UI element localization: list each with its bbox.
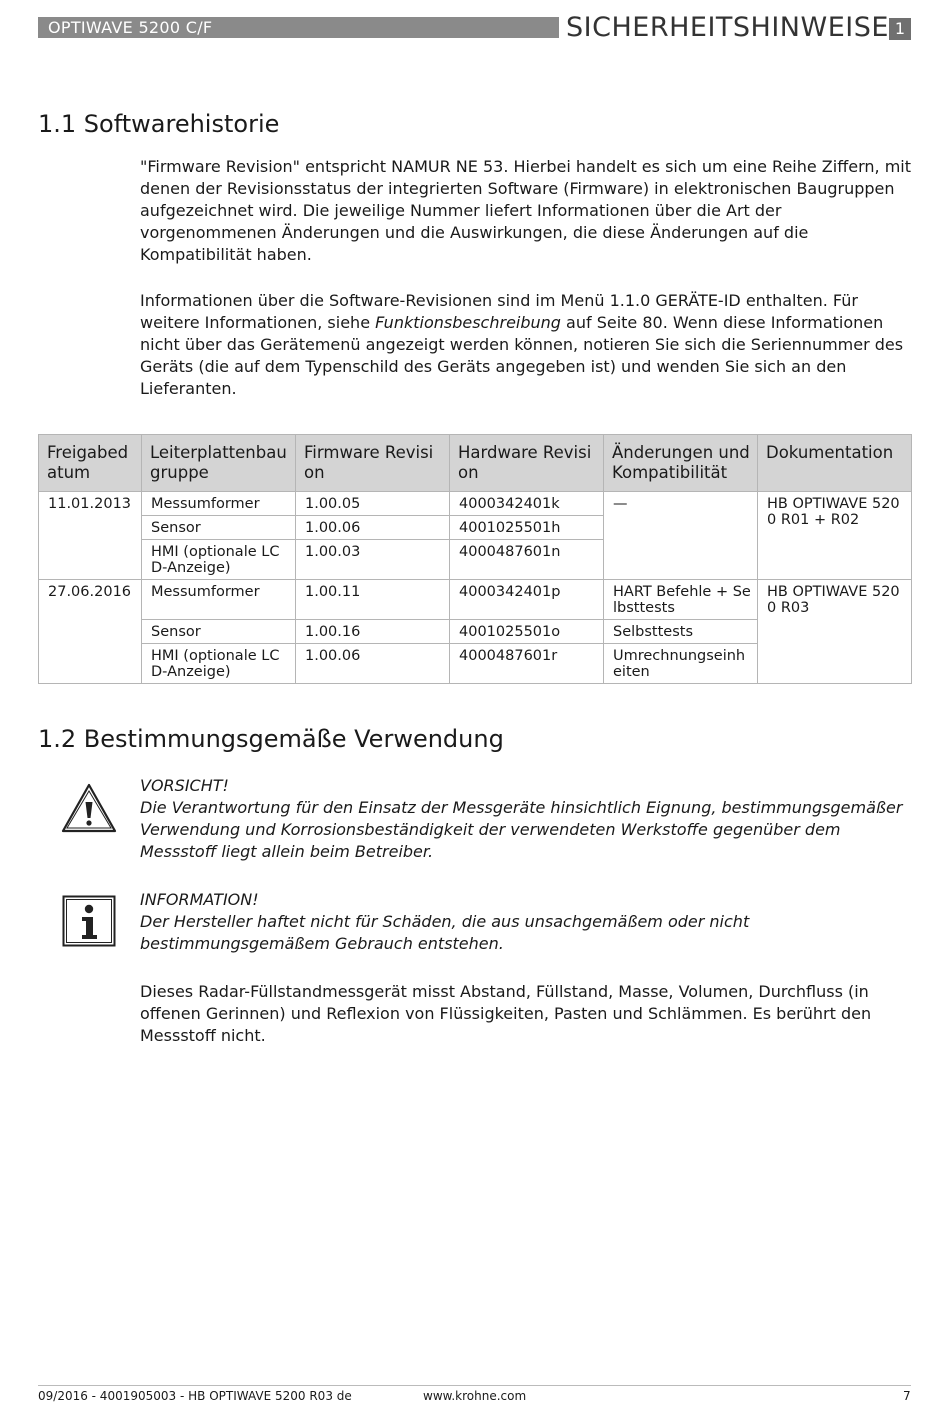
- release-date-cell: 11.01.2013: [39, 492, 142, 580]
- function-description-link[interactable]: Funktionsbeschreibung: [375, 313, 561, 332]
- firmware-cell: 1.00.11: [296, 580, 450, 620]
- board-cell: HMI (optionale LCD-Anzeige): [142, 540, 296, 580]
- header-chapter-number: 1: [889, 18, 911, 40]
- caution-title: VORSICHT!: [140, 776, 229, 795]
- board-cell: Messumformer: [142, 580, 296, 620]
- section-title-intended-use: 1.2 Bestimmungsgemäße Verwendung: [38, 725, 504, 753]
- footer-page-number: 7: [903, 1389, 911, 1403]
- information-title: INFORMATION!: [140, 890, 259, 909]
- software-history-paragraph-2: [140, 290, 920, 400]
- intended-use-paragraph: Dieses Radar-Füllstandmessgerät misst Abstand, Füllstand, Masse, Volumen, Durchfluss (in offenen Gerinnen) und Reflexion von Flüssigkeiten, Pasten und Schlämmen. Es berührt den Messstoff nicht.: [140, 982, 872, 1045]
- header-chapter-title: SICHERHEITSHINWEISE: [566, 12, 889, 43]
- hardware-cell: 4000487601n: [450, 540, 604, 580]
- board-cell: Messumformer: [142, 492, 296, 516]
- firmware-cell: 1.00.03: [296, 540, 450, 580]
- header-product: OPTIWAVE 5200 C/F: [38, 17, 559, 38]
- footer-document-id: 09/2016 - 4001905003 - HB OPTIWAVE 5200 R03 de: [38, 1389, 352, 1403]
- information-icon: [62, 895, 116, 947]
- documentation-cell: HB OPTIWAVE 5200 R03: [758, 580, 912, 684]
- para2-text-after: auf Seite 80. Wenn diese Informationen nicht über das Gerätemenü angezeigt werden können, notieren Sie sich die Seriennummer des Geräts (die auf dem Typenschild des Geräts angegeben ist) und wenden Sie sich an den Lieferanten.: [140, 313, 904, 398]
- hardware-cell: 4000487601r: [450, 644, 604, 684]
- changes-cell: Selbsttests: [604, 620, 758, 644]
- column-header: Dokumentation: [758, 435, 912, 492]
- column-header: Freigabedatum: [39, 435, 142, 492]
- information-text: Der Hersteller haftet nicht für Schäden, die aus unsachgemäßem oder nicht bestimmungsgemäßem Gebrauch entstehen.: [140, 912, 750, 953]
- column-header: Leiterplattenbaugruppe: [142, 435, 296, 492]
- table-row: [39, 492, 912, 516]
- changes-cell: HART Befehle + Selbsttests: [604, 580, 758, 620]
- board-cell: HMI (optionale LCD-Anzeige): [142, 644, 296, 684]
- hardware-cell: 4000342401p: [450, 580, 604, 620]
- warning-triangle-icon: [60, 782, 118, 834]
- hardware-cell: 4001025501h: [450, 516, 604, 540]
- information-note: [140, 889, 920, 955]
- release-date-cell: 27.06.2016: [39, 580, 142, 684]
- changes-cell: —: [604, 492, 758, 580]
- caution-note: [140, 775, 920, 863]
- column-header: Firmware Revision: [296, 435, 450, 492]
- footer-divider: [38, 1385, 911, 1386]
- software-history-paragraph-1: "Firmware Revision" entspricht NAMUR NE 53. Hierbei handelt es sich um eine Reihe Ziffern, mit denen der Revisionsstatus der integrierten Software (Firmware) in elektronischen Baugruppen aufgezeichnet wird. Die jeweilige Nummer liefert Informationen über die Art der vorgenommenen Änderungen und die Auswirkungen, die diese Änderungen auf die Kompatibilität haben.: [140, 157, 911, 264]
- firmware-cell: 1.00.06: [296, 644, 450, 684]
- section-title-software-history: 1.1 Softwarehistorie: [38, 110, 280, 138]
- column-header: Änderungen und Kompatibilität: [604, 435, 758, 492]
- table-header-row: [39, 435, 912, 492]
- table-row: [39, 580, 912, 620]
- changes-cell: Umrechnungseinheiten: [604, 644, 758, 684]
- firmware-cell: 1.00.05: [296, 492, 450, 516]
- documentation-cell: HB OPTIWAVE 5200 R01 + R02: [758, 492, 912, 580]
- hardware-cell: 4000342401k: [450, 492, 604, 516]
- para2-text-before: Informationen über die Software-Revisionen sind im Menü 1.1.0 GERÄTE-ID enthalten. Für weitere Informationen, siehe: [140, 291, 858, 332]
- caution-text: Die Verantwortung für den Einsatz der Messgeräte hinsichtlich Eignung, bestimmungsgemäßer Verwendung und Korrosionsbeständigkeit der verwendeten Werkstoffe gegenüber dem Messstoff liegt allein beim Betreiber.: [140, 798, 903, 861]
- firmware-cell: 1.00.06: [296, 516, 450, 540]
- hardware-cell: 4001025501o: [450, 620, 604, 644]
- board-cell: Sensor: [142, 516, 296, 540]
- board-cell: Sensor: [142, 620, 296, 644]
- revision-table: [38, 434, 912, 684]
- column-header: Hardware Revision: [450, 435, 604, 492]
- footer-website-link[interactable]: www.krohne.com: [423, 1389, 527, 1403]
- firmware-cell: 1.00.16: [296, 620, 450, 644]
